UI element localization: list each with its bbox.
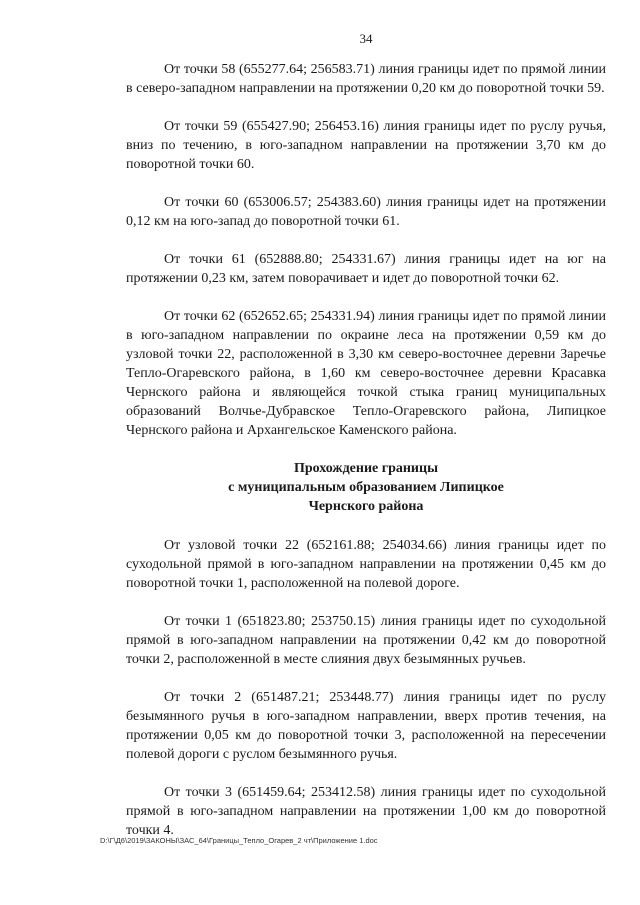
paragraph-point-61: От точки 61 (652888.80; 254331.67) линия границы идет на юг на протяжении 0,23 км, затем поворачивает и идет до поворотной точки 62.: [126, 252, 606, 286]
paragraph-point-1: От точки 1 (651823.80; 253750.15) линия границы идет по суходольной прямой в юго-западном направлении на протяжении 0,42 км до поворотной точки 2, расположенной в месте слияния двух безымянных ручьев.: [126, 614, 606, 667]
paragraph-point-2: От точки 2 (651487.21; 253448.77) линия границы идет по руслу безымянного ручья в юго-западном направлении, вверх против течения, на протяжении 0,05 км до поворотной точки 3, расположенной на пересечении полевой дороги с руслом безымянного ручья.: [126, 690, 606, 762]
footer-file-path: D:\Г\Д6\2019\ЗАКОНЫ\ЗАС_64\Границы_Тепло_Огарев_2 чт\Приложение 1.doc: [100, 836, 378, 845]
section-heading-line-2: с муниципальным образованием Липицкое: [228, 480, 504, 495]
section-heading-line-1: Прохождение границы: [293, 461, 438, 476]
paragraph-point-58: От точки 58 (655277.64; 256583.71) линия границы идет по прямой линии в северо-западном направлении на протяжении 0,20 км до поворотной точки 59.: [126, 62, 606, 96]
paragraph-node-22: От узловой точки 22 (652161.88; 254034.66) линия границы идет по суходольной прямой в юго-западном направлении на протяжении 0,45 км до поворотной точки 1, расположенной на полевой дороге.: [126, 538, 606, 591]
section-heading-line-3: Чернского района: [308, 499, 424, 514]
paragraph-point-60: От точки 60 (653006.57; 254383.60) линия границы идет на протяжении 0,12 км на юго-запад до поворотной точки 61.: [126, 195, 606, 229]
paragraph-point-3: От точки 3 (651459.64; 253412.58) линия границы идет по суходольной прямой в юго-западном направлении на протяжении 1,00 км до поворотной точки 4.: [126, 785, 606, 838]
section-heading: [126, 459, 606, 516]
paragraph-point-59: От точки 59 (655427.90; 256453.16) линия границы идет по руслу ручья, вниз по течению, в юго-западном направлении на протяжении 3,70 км до поворотной точки 60.: [126, 119, 606, 172]
page-number: 34: [359, 31, 373, 46]
paragraph-point-62: От точки 62 (652652.65; 254331.94) линия границы идет по прямой линии в юго-западном направлении по окраине леса на протяжении 0,59 км до узловой точки 22, расположенной в 3,30 км северо-восточнее деревни Заречье Тепло-Огаревского района, в 1,60 км северо-восточнее деревни Красавка Чернского района и являющейся точкой стыка границ муниципальных образований Волчье-Дубравское Тепло-Огаревского района, Липицкое Чернского района и Архангельское Каменского района.: [126, 309, 606, 438]
